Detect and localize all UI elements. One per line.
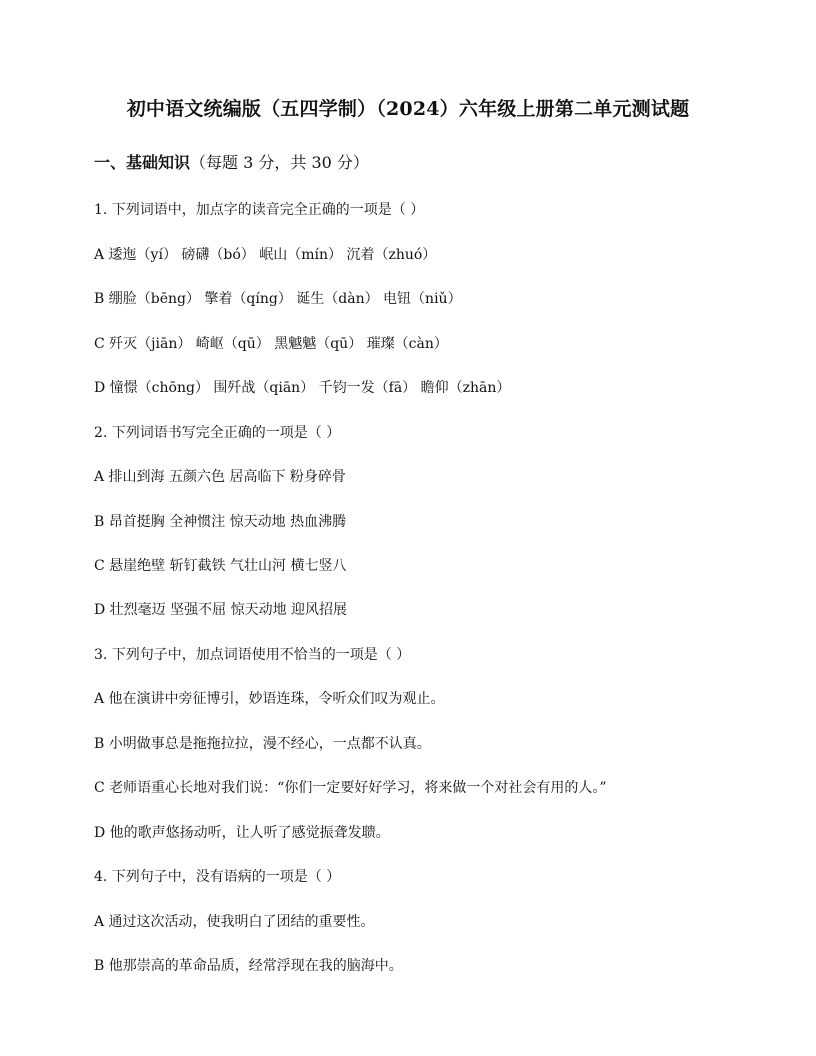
question-1-option-d: D 憧憬（chōng） 围歼战（qiān） 千钧一发（fā） 瞻仰（zhān）	[94, 380, 511, 396]
question-1-option-b: B 绷脸（bēng） 擎着（qíng） 诞生（dàn） 电钮（niǔ）	[94, 291, 462, 307]
question-1-stem: 1. 下列词语中，加点字的读音完全正确的一项是（ ）	[94, 202, 425, 218]
question-1-option-c: C 歼灭（jiān） 崎岖（qū） 黑魆魆（qū） 璀璨（càn）	[94, 336, 448, 352]
question-4-stem: 4. 下列句子中，没有语病的一项是（ ）	[94, 869, 341, 885]
section-title: 一、基础知识	[94, 153, 191, 172]
question-3-stem: 3. 下列句子中，加点词语使用不恰当的一项是（ ）	[94, 647, 411, 663]
question-4-option-b: B 他那崇高的革命品质，经常浮现在我的脑海中。	[94, 958, 403, 974]
question-2-option-d: D 壮烈毫迈 坚强不屈 惊天动地 迎风招展	[94, 602, 348, 618]
question-2-stem: 2. 下列词语书写完全正确的一项是（ ）	[94, 425, 341, 441]
question-2-option-c: C 悬崖绝壁 斩钉截铁 气壮山河 横七竖八	[94, 558, 347, 574]
question-3-option-c: C 老师语重心长地对我们说：“你们一定要好好学习，将来做一个对社会有用的人。”	[94, 780, 607, 796]
question-2-option-a: A 排山到海 五颜六色 居高临下 粉身碎骨	[94, 469, 346, 485]
question-1-option-a: A 逶迤（yí） 磅礴（bó） 岷山（mín） 沉着（zhuó）	[94, 247, 437, 263]
question-4-option-a: A 通过这次活动，使我明白了团结的重要性。	[94, 914, 375, 930]
section-score-note: （每题 3 分，共 30 分）	[190, 153, 369, 172]
question-3-option-d: D 他的歌声悠扬动听，让人听了感觉振聋发聩。	[94, 825, 390, 841]
question-3-option-a: A 他在演讲中旁征博引，妙语连珠，令听众们叹为观止。	[94, 691, 445, 707]
section-heading	[94, 150, 369, 173]
document-title: 初中语文统编版（五四学制）（2024）六年级上册第二单元测试题	[126, 98, 690, 120]
question-3-option-b: B 小明做事总是拖拖拉拉，漫不经心，一点都不认真。	[94, 736, 431, 752]
question-2-option-b: B 昂首挺胸 全神惯注 惊天动地 热血沸腾	[94, 514, 347, 530]
